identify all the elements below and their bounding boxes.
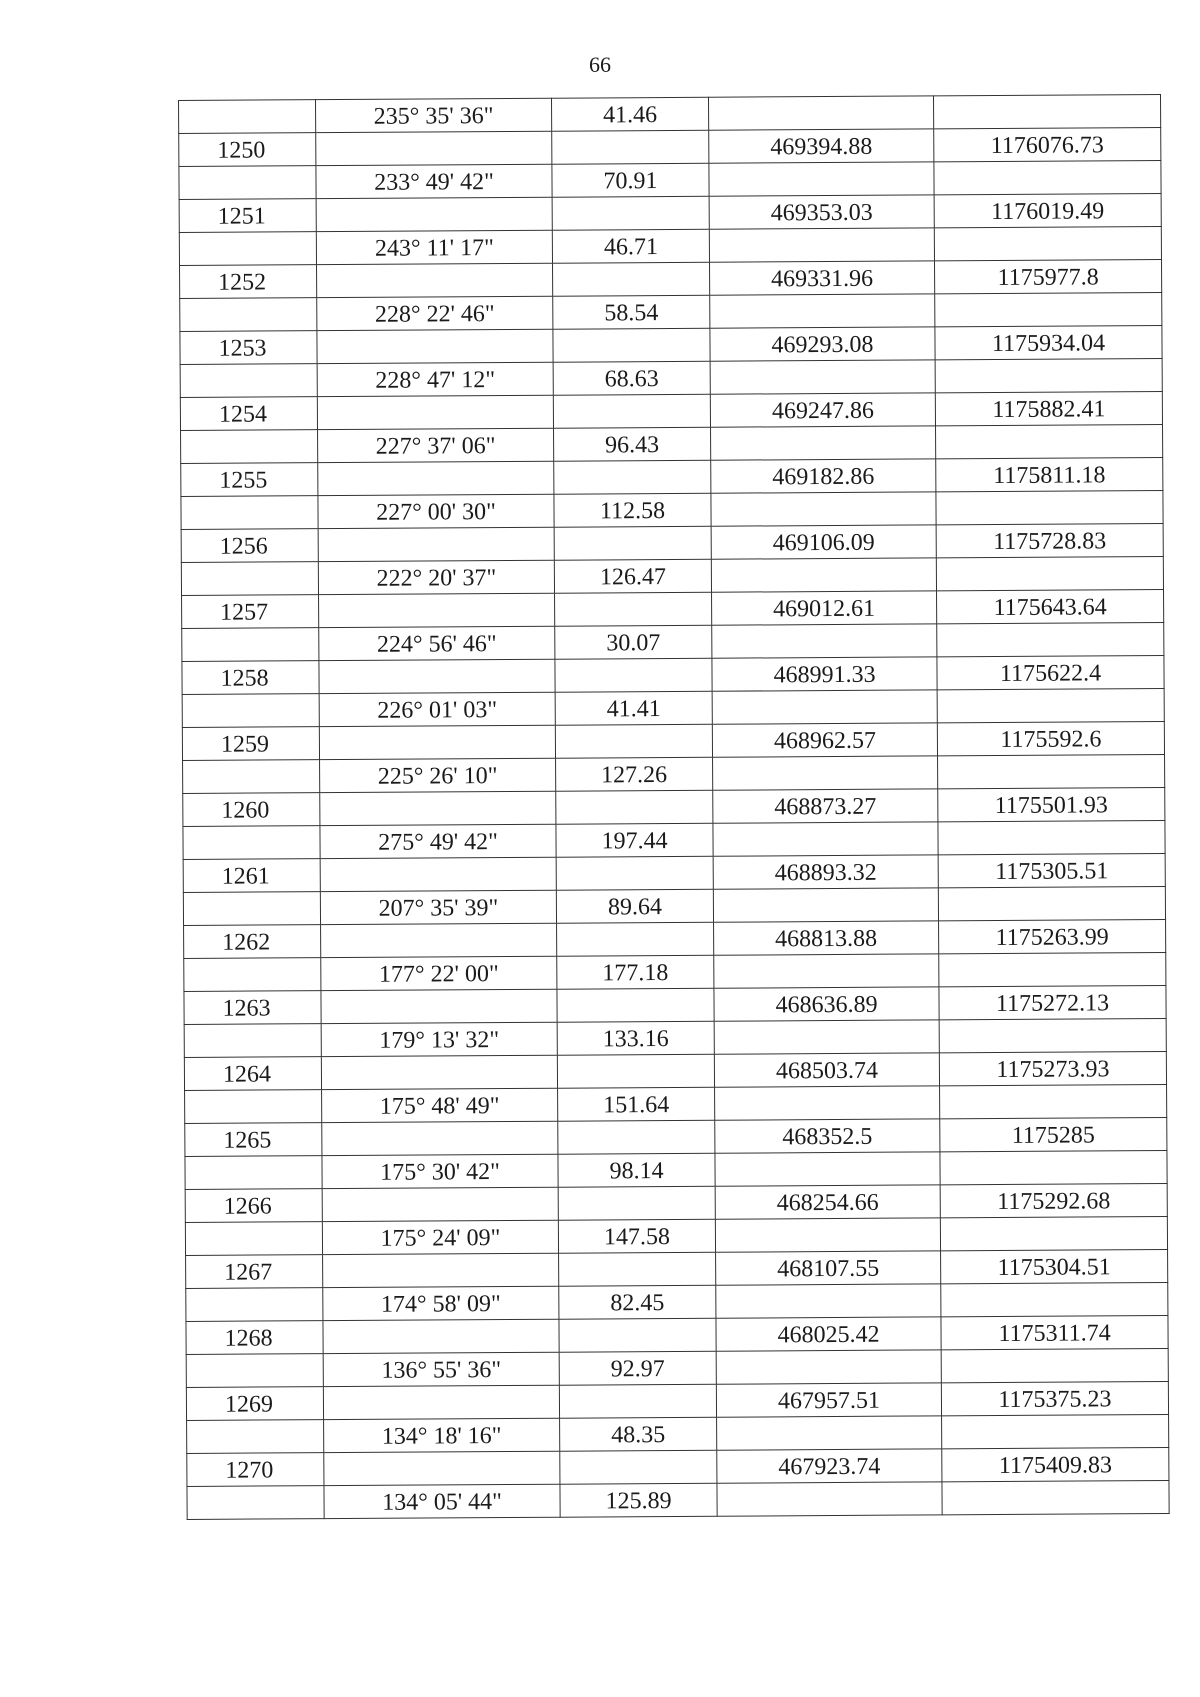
easting-cell-empty [940, 1216, 1167, 1250]
bearing-cell-empty [321, 989, 557, 1023]
easting-cell-empty [938, 820, 1165, 854]
northing-cell: 469106.09 [711, 525, 936, 559]
table-row [183, 787, 1165, 826]
northing-cell-empty [714, 1020, 939, 1054]
distance-cell: 92.97 [559, 1351, 716, 1385]
easting-cell-empty [933, 94, 1160, 128]
bearing-cell: 227° 00' 30" [318, 494, 554, 528]
bearing-cell-empty [324, 1451, 560, 1485]
distance-cell-empty [555, 724, 712, 758]
easting-cell: 1176076.73 [934, 127, 1161, 161]
northing-cell-empty [717, 1416, 942, 1450]
table-row [184, 1051, 1166, 1090]
station-cell-empty [181, 496, 318, 530]
distance-cell: 68.63 [553, 361, 710, 395]
distance-cell-empty [559, 1318, 716, 1352]
bearing-cell-empty [317, 263, 553, 297]
distance-cell-empty [559, 1384, 716, 1418]
distance-cell-empty [555, 658, 712, 692]
easting-cell: 1175728.83 [936, 523, 1163, 557]
bearing-cell-empty [316, 131, 552, 165]
bearing-cell-empty [321, 1055, 557, 1089]
table-row [183, 853, 1165, 892]
station-cell-empty [180, 364, 317, 398]
bearing-cell-empty [323, 1253, 559, 1287]
station-cell-empty [183, 826, 320, 860]
table-row [180, 325, 1162, 364]
bearing-cell: 275° 49' 42" [320, 824, 556, 858]
station-cell: 1253 [180, 331, 317, 365]
bearing-cell-empty [319, 659, 555, 693]
northing-cell-empty [712, 690, 937, 724]
easting-cell-empty [938, 886, 1165, 920]
station-cell-empty [183, 760, 320, 794]
northing-cell-empty [711, 492, 936, 526]
bearing-cell: 225° 26' 10" [320, 758, 556, 792]
easting-cell: 1175311.74 [941, 1315, 1168, 1349]
easting-cell-empty [934, 226, 1161, 260]
northing-cell-empty [715, 1086, 940, 1120]
bearing-cell-empty [323, 1319, 559, 1353]
easting-cell-empty [942, 1480, 1169, 1514]
station-cell: 1265 [185, 1123, 322, 1157]
easting-cell: 1175273.93 [939, 1051, 1166, 1085]
easting-cell: 1175934.04 [935, 325, 1162, 359]
station-cell: 1268 [186, 1321, 323, 1355]
station-cell-empty [185, 1222, 322, 1256]
bearing-cell: 177° 22' 00" [321, 956, 557, 990]
easting-cell: 1175375.23 [941, 1381, 1168, 1415]
easting-cell: 1175409.83 [942, 1447, 1169, 1481]
northing-cell: 469012.61 [712, 591, 937, 625]
bearing-cell: 222° 20' 37" [318, 560, 554, 594]
easting-cell: 1175304.51 [941, 1249, 1168, 1283]
northing-cell: 468962.57 [712, 723, 937, 757]
distance-cell: 126.47 [554, 559, 711, 593]
distance-cell: 127.26 [556, 757, 713, 791]
easting-cell-empty [936, 490, 1163, 524]
page-number: 66 [589, 52, 611, 77]
station-cell: 1267 [186, 1255, 323, 1289]
northing-cell: 469353.03 [709, 195, 934, 229]
distance-cell-empty [554, 460, 711, 494]
distance-cell: 147.58 [558, 1219, 715, 1253]
northing-cell: 468636.89 [714, 987, 939, 1021]
northing-cell-empty [711, 558, 936, 592]
northing-cell-empty [712, 624, 937, 658]
station-cell-empty [185, 1090, 322, 1124]
northing-cell-empty [713, 888, 938, 922]
station-cell-empty [182, 628, 319, 662]
distance-cell: 30.07 [555, 625, 712, 659]
bearing-cell-empty [321, 923, 557, 957]
bearing-cell: 175° 30' 42" [322, 1154, 558, 1188]
station-cell: 1255 [181, 463, 318, 497]
table-row [187, 1447, 1169, 1486]
bearing-cell: 175° 24' 09" [322, 1220, 558, 1254]
distance-cell: 70.91 [552, 163, 709, 197]
easting-cell-empty [937, 622, 1164, 656]
bearing-cell: 136° 55' 36" [323, 1352, 559, 1386]
bearing-cell: 179° 13' 32" [321, 1022, 557, 1056]
distance-cell: 96.43 [554, 427, 711, 461]
bearing-cell: 174° 58' 09" [323, 1286, 559, 1320]
easting-cell: 1175592.6 [937, 721, 1164, 755]
bearing-cell: 134° 18' 16" [324, 1418, 560, 1452]
station-cell: 1260 [183, 793, 320, 827]
distance-cell-empty [555, 592, 712, 626]
station-cell-empty [182, 694, 319, 728]
easting-cell: 1175643.64 [937, 589, 1164, 623]
easting-cell: 1175622.4 [937, 655, 1164, 689]
northing-cell: 469331.96 [710, 261, 935, 295]
easting-cell-empty [941, 1348, 1168, 1382]
station-cell-empty [185, 1156, 322, 1190]
bearing-cell: 134° 05' 44" [324, 1484, 560, 1518]
bearing-cell-empty [317, 395, 553, 429]
northing-cell-empty [717, 1482, 942, 1516]
distance-cell-empty [557, 922, 714, 956]
station-cell: 1257 [182, 595, 319, 629]
table-row [181, 457, 1163, 496]
station-cell: 1270 [187, 1453, 324, 1487]
bearing-cell-empty [323, 1385, 559, 1419]
northing-cell-empty [708, 96, 933, 130]
station-cell-empty [187, 1486, 324, 1520]
station-cell: 1263 [184, 991, 321, 1025]
northing-cell: 468352.5 [715, 1119, 940, 1153]
northing-cell-empty [710, 294, 935, 328]
station-cell-empty [186, 1288, 323, 1322]
northing-cell-empty [715, 1218, 940, 1252]
bearing-cell: 224° 56' 46" [319, 626, 555, 660]
northing-cell: 468893.32 [713, 855, 938, 889]
distance-cell-empty [554, 526, 711, 560]
northing-cell: 468991.33 [712, 657, 937, 691]
northing-cell: 467957.51 [716, 1383, 941, 1417]
distance-cell: 58.54 [553, 295, 710, 329]
station-cell: 1259 [182, 727, 319, 761]
northing-cell: 468107.55 [716, 1251, 941, 1285]
bearing-cell-empty [320, 857, 556, 891]
northing-cell-empty [709, 162, 934, 196]
station-cell: 1261 [183, 859, 320, 893]
station-cell-empty [184, 958, 321, 992]
bearing-cell: 227° 37' 06" [318, 428, 554, 462]
bearing-cell-empty [319, 593, 555, 627]
northing-cell: 468254.66 [715, 1185, 940, 1219]
easting-cell: 1175272.13 [939, 985, 1166, 1019]
distance-cell-empty [558, 1120, 715, 1154]
station-cell: 1258 [182, 661, 319, 695]
easting-cell-empty [936, 556, 1163, 590]
bearing-cell: 228° 22' 46" [317, 296, 553, 330]
northing-cell: 468503.74 [714, 1053, 939, 1087]
easting-cell: 1176019.49 [934, 193, 1161, 227]
bearing-cell-empty [318, 527, 554, 561]
easting-cell: 1175977.8 [934, 259, 1161, 293]
easting-cell: 1175292.68 [940, 1183, 1167, 1217]
distance-cell: 133.16 [557, 1021, 714, 1055]
traverse-table [178, 94, 1170, 1520]
distance-cell-empty [560, 1450, 717, 1484]
easting-cell-empty [942, 1414, 1169, 1448]
bearing-cell-empty [319, 725, 555, 759]
northing-cell-empty [716, 1284, 941, 1318]
bearing-cell: 228° 47' 12" [317, 362, 553, 396]
table-row [180, 391, 1162, 430]
distance-cell: 41.41 [555, 691, 712, 725]
northing-cell-empty [714, 954, 939, 988]
station-cell-empty [184, 1024, 321, 1058]
station-cell: 1269 [186, 1387, 323, 1421]
northing-cell-empty [713, 822, 938, 856]
easting-cell: 1175501.93 [938, 787, 1165, 821]
northing-cell: 467923.74 [717, 1449, 942, 1483]
table-row [185, 1183, 1167, 1222]
station-cell: 1266 [185, 1189, 322, 1223]
easting-cell-empty [940, 1084, 1167, 1118]
northing-cell: 469293.08 [710, 327, 935, 361]
bearing-cell: 207° 35' 39" [320, 890, 556, 924]
northing-cell: 468873.27 [713, 789, 938, 823]
northing-cell-empty [716, 1350, 941, 1384]
northing-cell: 468813.88 [714, 921, 939, 955]
distance-cell-empty [556, 790, 713, 824]
table-row [184, 985, 1166, 1024]
station-cell-empty [187, 1420, 324, 1454]
bearing-cell-empty [322, 1121, 558, 1155]
station-cell-empty [179, 100, 316, 134]
easting-cell-empty [936, 424, 1163, 458]
easting-cell-empty [939, 952, 1166, 986]
distance-cell-empty [556, 856, 713, 890]
table-row [186, 1381, 1168, 1420]
northing-cell-empty [715, 1152, 940, 1186]
northing-cell-empty [710, 360, 935, 394]
distance-cell: 46.71 [552, 229, 709, 263]
table-row [182, 721, 1164, 760]
bearing-cell-empty [320, 791, 556, 825]
station-cell-empty [181, 562, 318, 596]
easting-cell-empty [941, 1282, 1168, 1316]
station-cell: 1252 [180, 265, 317, 299]
table-row [186, 1249, 1168, 1288]
easting-cell: 1175285 [940, 1117, 1167, 1151]
distance-cell: 177.18 [557, 955, 714, 989]
easting-cell-empty [940, 1150, 1167, 1184]
distance-cell: 98.14 [558, 1153, 715, 1187]
traverse-table-body [179, 94, 1170, 1519]
station-cell-empty [180, 298, 317, 332]
bearing-cell: 226° 01' 03" [319, 692, 555, 726]
table-row [180, 259, 1162, 298]
station-cell-empty [183, 892, 320, 926]
northing-cell: 469247.86 [710, 393, 935, 427]
station-cell-empty [186, 1354, 323, 1388]
northing-cell: 468025.42 [716, 1317, 941, 1351]
distance-cell: 151.64 [558, 1087, 715, 1121]
station-cell: 1251 [179, 199, 316, 233]
table-row [187, 1480, 1169, 1519]
distance-cell-empty [553, 394, 710, 428]
easting-cell: 1175811.18 [936, 457, 1163, 491]
distance-cell: 89.64 [556, 889, 713, 923]
station-cell-empty [179, 166, 316, 200]
station-cell-empty [181, 430, 318, 464]
table-row [182, 589, 1164, 628]
northing-cell: 469182.86 [711, 459, 936, 493]
table-row [186, 1315, 1168, 1354]
easting-cell: 1175882.41 [935, 391, 1162, 425]
distance-cell: 48.35 [560, 1417, 717, 1451]
easting-cell-empty [934, 160, 1161, 194]
distance-cell-empty [552, 196, 709, 230]
distance-cell-empty [552, 130, 709, 164]
easting-cell-empty [938, 754, 1165, 788]
easting-cell-empty [935, 292, 1162, 326]
distance-cell-empty [553, 262, 710, 296]
distance-cell: 125.89 [560, 1483, 717, 1517]
distance-cell: 112.58 [554, 493, 711, 527]
northing-cell-empty [709, 228, 934, 262]
station-cell: 1256 [181, 529, 318, 563]
station-cell: 1262 [184, 925, 321, 959]
table-row [185, 1117, 1167, 1156]
distance-cell: 82.45 [559, 1285, 716, 1319]
easting-cell-empty [935, 358, 1162, 392]
distance-cell: 197.44 [556, 823, 713, 857]
northing-cell: 469394.88 [709, 129, 934, 163]
easting-cell-empty [939, 1018, 1166, 1052]
table-row [181, 523, 1163, 562]
station-cell: 1264 [184, 1057, 321, 1091]
bearing-cell-empty [322, 1187, 558, 1221]
bearing-cell-empty [318, 461, 554, 495]
distance-cell-empty [553, 328, 710, 362]
northing-cell-empty [711, 426, 936, 460]
distance-cell-empty [557, 1054, 714, 1088]
table-row [184, 919, 1166, 958]
bearing-cell: 243° 11' 17" [316, 230, 552, 264]
distance-cell-empty [558, 1186, 715, 1220]
station-cell-empty [179, 232, 316, 266]
bearing-cell-empty [317, 329, 553, 363]
bearing-cell-empty [316, 197, 552, 231]
easting-cell: 1175263.99 [939, 919, 1166, 953]
distance-cell-empty [557, 988, 714, 1022]
distance-cell: 41.46 [551, 97, 708, 131]
bearing-cell: 233° 49' 42" [316, 164, 552, 198]
table-row [179, 193, 1161, 232]
station-cell: 1250 [179, 133, 316, 167]
station-cell: 1254 [180, 397, 317, 431]
table-row [182, 655, 1164, 694]
table-row [179, 127, 1161, 166]
easting-cell-empty [937, 688, 1164, 722]
northing-cell-empty [713, 756, 938, 790]
bearing-cell: 175° 48' 49" [322, 1088, 558, 1122]
distance-cell-empty [559, 1252, 716, 1286]
bearing-cell: 235° 35' 36" [316, 98, 552, 132]
easting-cell: 1175305.51 [938, 853, 1165, 887]
